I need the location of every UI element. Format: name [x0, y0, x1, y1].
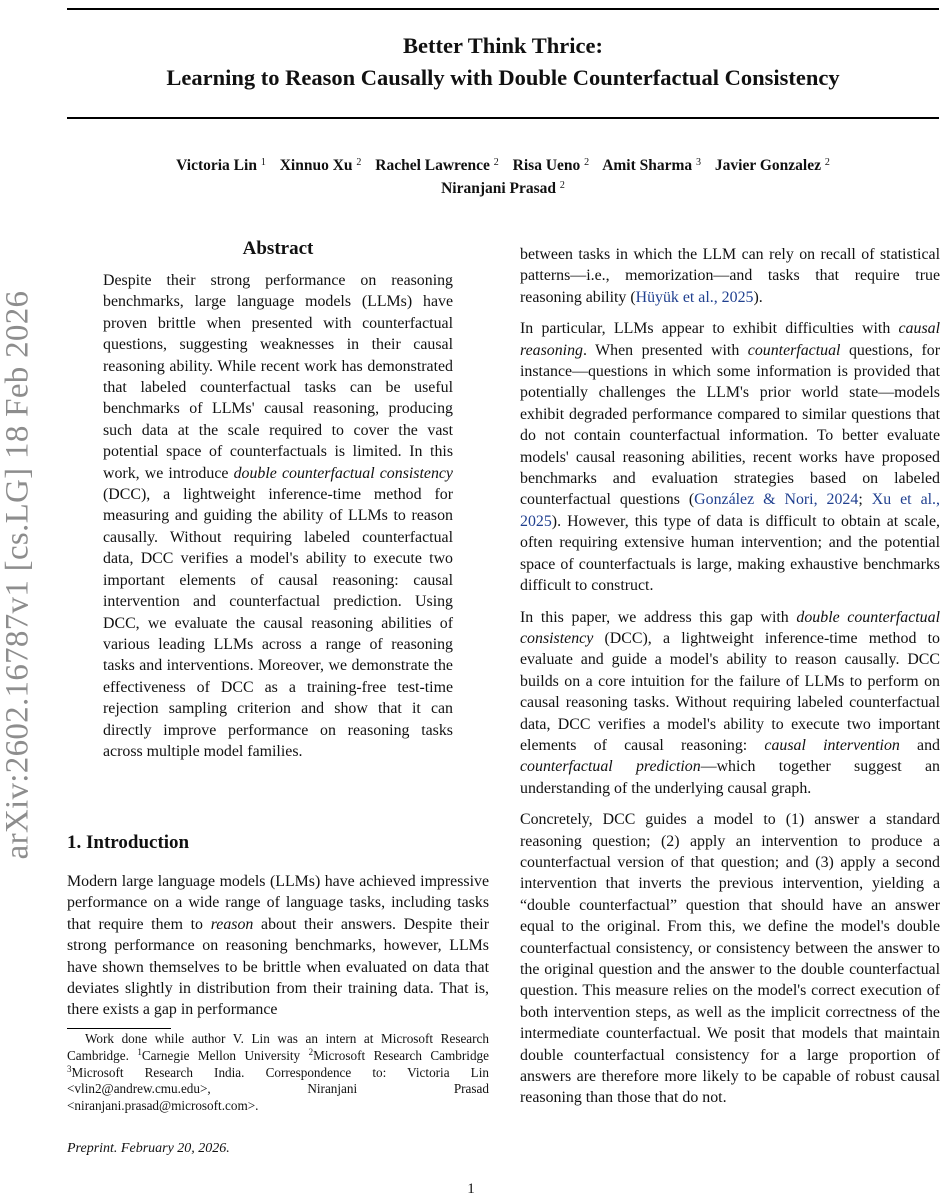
introduction-body — [67, 871, 489, 1021]
author: Niranjani Prasad $^2$ — [441, 180, 565, 197]
citation-link[interactable]: Hüyük et al., 2025 — [635, 288, 754, 306]
footnote-rule — [67, 1028, 171, 1029]
preprint-date: Preprint. February 20, 2026. — [67, 1141, 230, 1156]
citation-link[interactable]: Xu et al., 2025 — [520, 491, 940, 530]
author: Risa Ueno $^2$ — [512, 157, 590, 174]
paper-title — [67, 30, 939, 94]
affiliation-footnote: Work done while author V. Lin was an intern at Microsoft Research Cambridge. $^1$Carnegie Mellon University $^2$Microsoft Research Cambridge $^3$Microsoft Research India. Correspondence to: Victoria Lin <vlin2@andrew.cmu.edu>, Niranjani Prasad <niranjani.prasad@microsoft.com>. — [67, 1031, 489, 1114]
author: Rachel Lawrence $^2$ — [375, 157, 499, 174]
arxiv-identifier: arXiv:2602.16787v1 [cs.LG] 18 Feb 2026 — [0, 290, 36, 860]
title-bottom-rule — [67, 117, 939, 119]
arxiv-sidebar — [2, 255, 34, 895]
author: Amit Sharma $^3$ — [602, 157, 702, 174]
top-rule — [67, 8, 939, 10]
citation-link[interactable]: González & Nori, 2024 — [694, 491, 859, 509]
author-list — [67, 154, 939, 200]
body-paragraph: between tasks in which the LLM can rely on recall of statistical patterns—i.e., memorization—and tasks that require true reasoning ability (Hüyük et al., 2025). — [520, 246, 940, 306]
author: Javier Gonzalez $^2$ — [714, 157, 830, 174]
right-column — [520, 244, 940, 1109]
body-paragraph: In this paper, we address this gap with double counterfactual consistency (DCC), a lightweight inference-time method to evaluate and guide a model's ability to reason causally. DCC builds on a core intuition for the failure of LLMs to perform on causal reasoning tasks. Without requiring labeled counterfactual data, DCC verifies a model's ability to execute two important elements of causal reasoning: causal intervention and counterfactual prediction—which together suggest an understanding of the underlying causal graph. — [520, 608, 940, 797]
title-line-2: Learning to Reason Causally with Double Counterfactual Consistency — [166, 65, 840, 90]
author: Xinnuo Xu $^2$ — [279, 157, 362, 174]
abstract-paragraph: Despite their strong performance on reasoning benchmarks, large language models (LLMs) have proven brittle when presented with counterfactual questions, suggesting weaknesses in their causal reasoning ability. While recent work has demonstrated that labeled counterfactual tasks can be useful benchmarks of LLMs' causal reasoning, producing such data at the scale required to cover the vast potential space of counterfactuals is limited. In this work, we introduce double counterfactual consistency (DCC), a lightweight inference-time method for measuring and guiding the ability of LLMs to reason causally. Without requiring labeled counterfactual data, DCC verifies a model's ability to execute two important elements of causal reasoning: causal intervention and counterfactual prediction. Using DCC, we evaluate the causal reasoning abilities of various leading LLMs across a range of reasoning tasks and interventions. Moreover, we demonstrate the effectiveness of DCC as a training-free test-time rejection sampling criterion and show that it can directly improve performance on reasoning tasks across multiple model families. — [103, 272, 453, 760]
body-paragraph: Concretely, DCC guides a model to (1) answer a standard reasoning question; (2) apply an intervention to produce a counterfactual version of that question; and (3) apply a second intervention that inverts the previous intervention, yielding a “double counterfactual” question that should have an answer equal to the original. From this, we define the model's double counterfactual consistency, or consistency between the answer to the original question and the answer to the double counterfactual question. This measure relies on the model's correct execution of both intervention steps, as well as the implicit correctness of the intermediate counterfactual. We posit that models that maintain double counterfactual consistency for a large proportion of answers are therefore more likely to be capable of robust causal reasoning than those that do not. — [520, 811, 940, 1107]
page-number: 1 — [467, 1181, 475, 1197]
author: Victoria Lin $^1$ — [176, 157, 266, 174]
title-line-1: Better Think Thrice: — [402, 33, 603, 58]
abstract-body — [103, 270, 453, 762]
section-heading-introduction: 1. Introduction — [67, 832, 190, 853]
abstract-heading: Abstract — [242, 238, 314, 259]
intro-paragraph: Modern large language models (LLMs) have achieved impressive performance on a wide range of language tasks, including tasks that require them to reason about their answers. Despite their strong performance on reasoning benchmarks, however, LLMs have shown themselves to be brittle when evaluated on data that deviates slightly in distribution from their training data. That is, there exists a gap in performance — [67, 873, 489, 1019]
body-paragraph: In particular, LLMs appear to exhibit difficulties with causal reasoning. When presented with counterfactual questions, for instance—questions in which some information is provided that potentially challenges the LLM's prior world state—models exhibit degraded performance compared to similar questions that do not contain counterfactual information. To better evaluate models' causal reasoning abilities, recent works have proposed benchmarks and evaluation strategies based on labeled counterfactual questions (González & Nori, 2024; Xu et al., 2025). However, this type of data is difficult to obtain at scale, often requiring extensive human intervention; and the potential space of counterfactuals is large, making exhaustive benchmarks difficult to construct. — [520, 320, 940, 595]
